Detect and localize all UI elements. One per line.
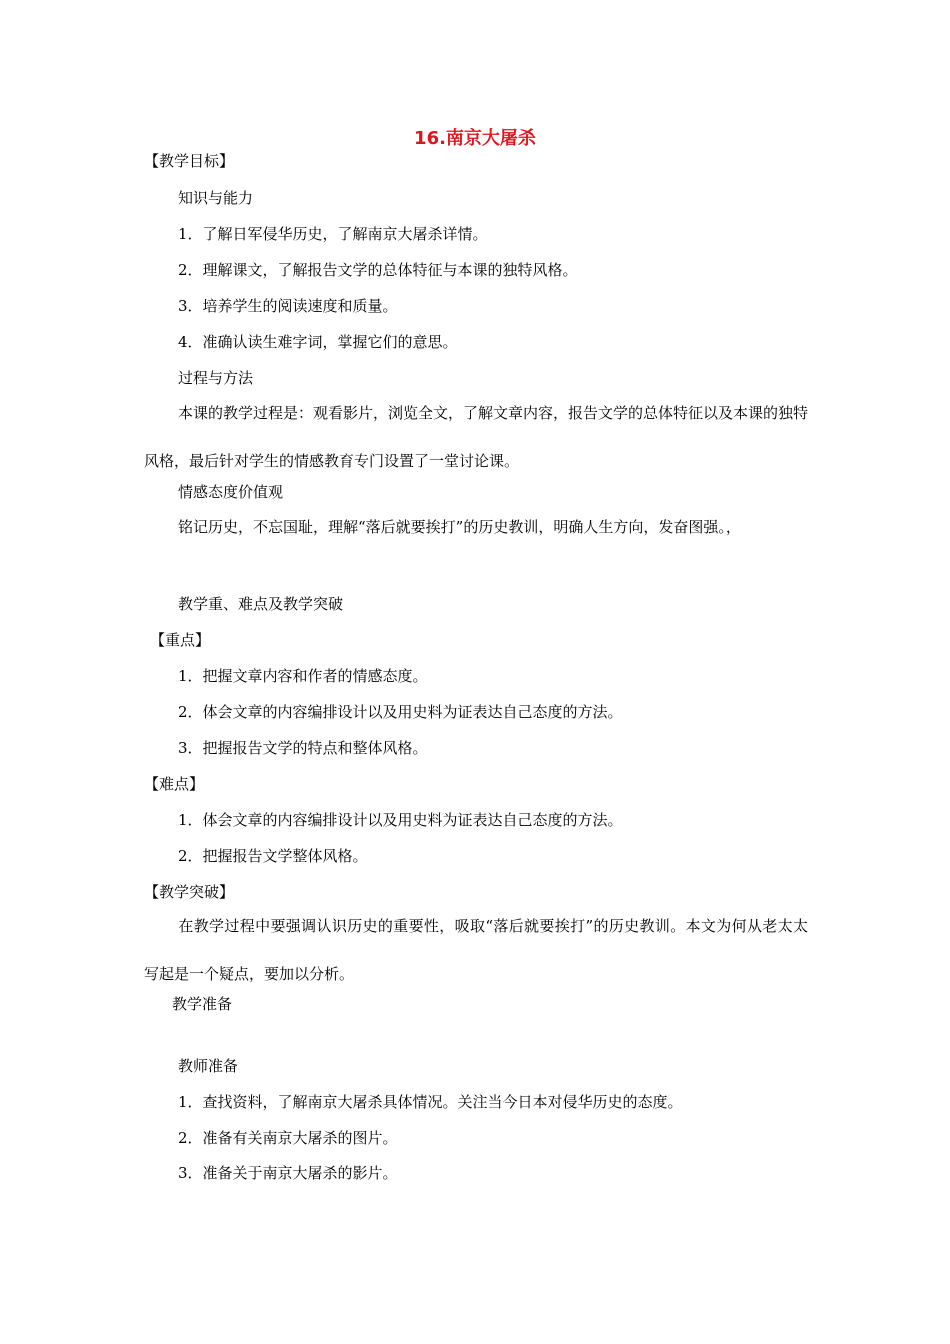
knowledge-item: 3．培养学生的阅读速度和质量。 <box>178 297 398 315</box>
knowledge-heading: 知识与能力 <box>178 189 254 207</box>
knowledge-item: 2．理解课文，了解报告文学的总体特征与本课的独特风格。 <box>178 261 578 279</box>
preparation-heading: 教学准备 <box>172 995 233 1013</box>
teacher-prep-item: 2．准备有关南京大屠杀的图片。 <box>178 1129 398 1147</box>
key-point-item: 2．体会文章的内容编排设计以及用史料为证表达自己态度的方法。 <box>178 703 623 721</box>
emotion-paragraph: 铭记历史，不忘国耻，理解“落后就要挨打”的历史教训，明确人生方向，发奋图强。， <box>178 518 741 536</box>
page-title: 16.南京大屠杀 <box>414 128 536 149</box>
teacher-prep-item: 3．准备关于南京大屠杀的影片。 <box>178 1164 398 1182</box>
process-paragraph: 本课的教学过程是：观看影片，浏览全文，了解文章内容，报告文学的总体特征以及本课的独特风格，最后针对学生的情感教育专门设置了一堂讨论课。 <box>144 404 809 470</box>
teacher-prep-item: 1．查找资料，了解南京大屠杀具体情况。关注当今日本对侵华历史的态度。 <box>178 1093 683 1111</box>
process-heading: 过程与方法 <box>178 369 254 387</box>
breakthrough-label: 【教学突破】 <box>144 883 235 901</box>
knowledge-item: 4．准确认读生难字词，掌握它们的意思。 <box>178 333 458 351</box>
teaching-goals-header: 【教学目标】 <box>144 152 235 170</box>
teacher-prep-heading: 教师准备 <box>178 1057 239 1075</box>
difficult-point-item: 1．体会文章的内容编排设计以及用史料为证表达自己态度的方法。 <box>178 811 623 829</box>
difficult-points-label: 【难点】 <box>144 775 205 793</box>
difficult-point-item: 2．把握报告文学整体风格。 <box>178 847 368 865</box>
breakthrough-paragraph: 在教学过程中要强调认识历史的重要性，吸取“落后就要挨打”的历史教训。本文为何从老太太写起是一个疑点，要加以分析。 <box>144 917 808 983</box>
key-point-item: 1．把握文章内容和作者的情感态度。 <box>178 667 428 685</box>
key-difficult-heading: 教学重、难点及教学突破 <box>178 595 344 613</box>
knowledge-item: 1．了解日军侵华历史，了解南京大屠杀详情。 <box>178 225 488 243</box>
key-points-label: 【重点】 <box>150 631 211 649</box>
emotion-heading: 情感态度价值观 <box>178 483 284 501</box>
key-point-item: 3．把握报告文学的特点和整体风格。 <box>178 739 428 757</box>
